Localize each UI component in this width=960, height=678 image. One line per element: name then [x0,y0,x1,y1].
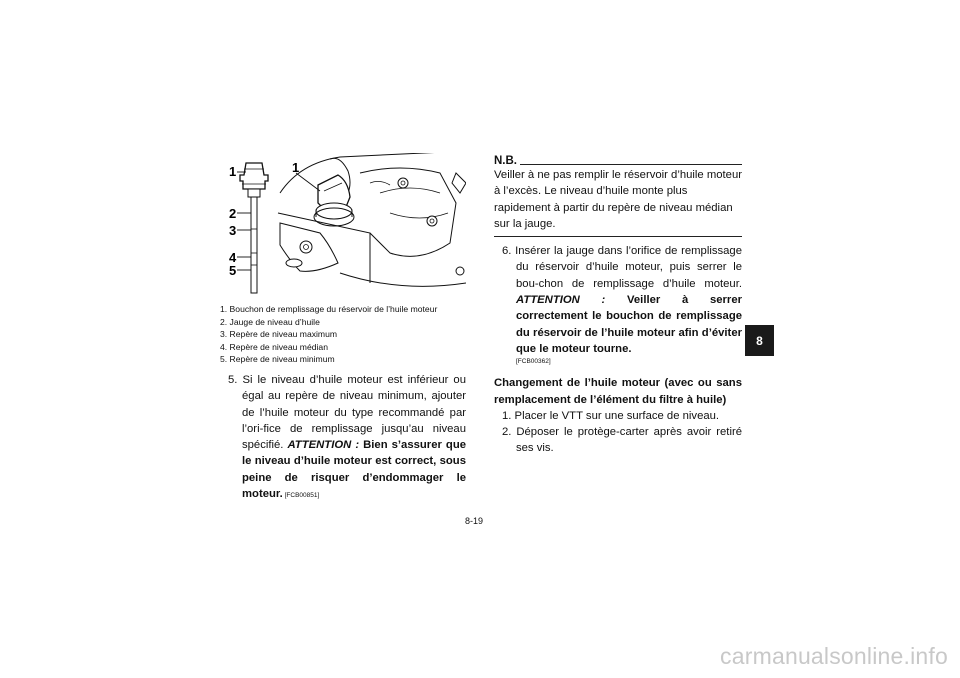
step-5-attention-text: Bien s’assurer que le niveau d’huile moteur est correct, sous peine de risquer d’endommager le moteur. [242,439,466,501]
step-5-attention-label: ATTENTION : [287,439,364,452]
nb-heading [494,153,742,167]
section-heading: Changement de l’huile moteur (avec ou sans remplacement de l’élément du filtre à huile) [494,377,742,406]
right-column [494,153,742,457]
caption-5: 5. Repère de niveau minimum [220,354,335,365]
step-6-text: 6. Insérer la jauge dans l’orifice de remplissage du réservoir d’huile moteur, puis serrer le bou-chon de remplissage d’huile moteur. [502,245,742,290]
step-6-code: [FCB00362] [516,358,551,366]
step-6-attention-label: ATTENTION : [516,294,627,307]
callout-1-dipstick: 1 [229,164,237,179]
caption-1: 1. Bouchon de remplissage du réservoir de l’huile moteur [220,304,438,314]
caption-2: 2. Jauge de niveau d’huile [220,316,320,327]
nb-title: N.B. [494,155,517,167]
callout-2: 2 [229,206,237,221]
section-step-2: 2. Déposer le protège-carter après avoir retiré ses vis. [502,426,742,455]
left-column [220,153,466,504]
caption-3: 3. Repère de niveau maximum [220,329,338,340]
nb-rule [520,164,742,165]
callout-4: 4 [229,250,237,265]
step-5-text: 5. Si le niveau d’huile moteur est inférieur ou égal au repère de niveau minimum, ajouter de l’huile moteur du type recommandé par l’ori-fice de remplissage jusqu’au niveau spécifié. [228,373,466,452]
engine-diagram-svg [220,153,466,301]
oil-dipstick-illustration [220,153,466,301]
nb-text: Veiller à ne pas remplir le réservoir d’huile moteur à l’excès. Le niveau d’huile monte plus rapidement à partir du repère de niveau médian sur la jauge. [494,167,742,237]
page-number: 8-19 [465,516,484,526]
caption-4: 4. Repère de niveau médian [220,341,328,352]
figure-captions [220,303,466,366]
chapter-tab: 8 [745,325,774,356]
callout-3: 3 [229,223,237,238]
watermark: carmanualsonline.info [720,643,948,669]
step-5-code: [FCB00851] [282,492,320,500]
step-6 [494,243,742,357]
step-5 [220,372,466,504]
callout-5: 5 [229,263,237,278]
callout-1-cap: 1 [292,160,300,175]
section-step-1: 1. Placer le VTT sur une surface de niveau. [502,409,720,422]
step-6-attention-text: Veiller à serrer correctement le bouchon de remplissage du réservoir de l’huile moteur afin d’éviter que le moteur tourne. [516,294,743,355]
